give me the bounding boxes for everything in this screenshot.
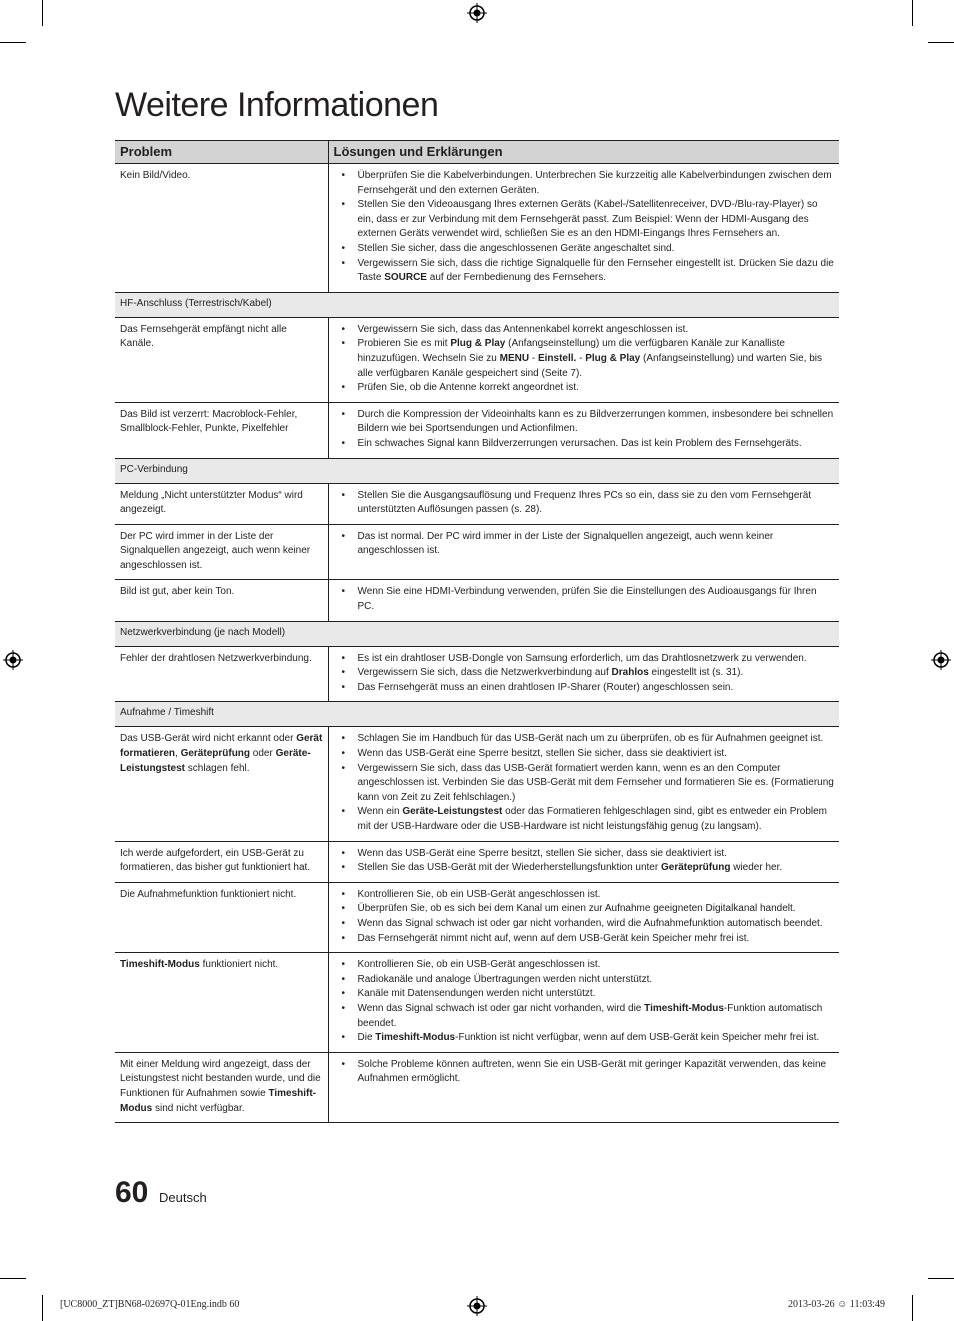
solution-text-bold: Geräte-Leistungstest — [402, 806, 503, 818]
solution-item — [334, 666, 835, 681]
solution-text: Überprüfen Sie, ob es sich bei dem Kanal um einen zur Aufnahme geeigneten Digitalkanal handelt. — [357, 903, 796, 915]
problem-text: Der PC wird immer in der Liste der Signalquellen angezeigt, auch wenn keiner angeschlossen ist. — [120, 530, 311, 571]
registration-mark-icon — [467, 1296, 487, 1316]
solution-cell — [328, 524, 839, 580]
solution-list — [334, 408, 835, 452]
problem-cell — [115, 483, 328, 524]
solution-list — [334, 847, 835, 876]
solution-item — [334, 169, 835, 198]
problem-text-bold: Geräteprüfung — [180, 748, 251, 760]
solution-item — [334, 987, 835, 1002]
crop-mark — [912, 0, 913, 26]
solution-item — [334, 257, 835, 286]
problem-cell — [115, 1052, 328, 1122]
solution-text: Stellen Sie das USB-Gerät mit der Wiederherstellungsfunktion unter — [357, 862, 661, 874]
crop-mark — [0, 42, 26, 43]
problem-text: Fehler der drahtlosen Netzwerkverbindung. — [120, 652, 312, 664]
solution-item — [334, 1002, 835, 1031]
problem-text: , — [175, 748, 181, 760]
solution-text-bold: MENU — [499, 352, 530, 364]
table-row — [115, 882, 839, 952]
solution-cell — [328, 646, 839, 702]
solution-item — [334, 861, 835, 876]
problem-text: sind nicht verfügbar. — [152, 1102, 245, 1114]
solution-text: -Funktion automatisch beendet. — [357, 1002, 823, 1029]
solution-cell — [328, 483, 839, 524]
solution-item — [334, 902, 835, 917]
problem-text: Das Bild ist verzerrt: Macroblock-Fehler, Smallblock-Fehler, Punkte, Pixelfehler — [120, 408, 298, 435]
solution-text: Das Fernsehgerät nimmt nicht auf, wenn auf dem USB-Gerät kein Speicher mehr frei ist. — [357, 932, 750, 944]
print-file-info: [UC8000_ZT]BN68-02697Q-01Eng.indb 60 — [60, 1299, 240, 1310]
problem-cell — [115, 953, 328, 1053]
problem-text-bold: Geräte-Leistungstest — [120, 748, 311, 774]
solution-item — [334, 888, 835, 903]
solution-cell — [328, 953, 839, 1053]
problem-text: Die Aufnahmefunktion funktioniert nicht. — [120, 888, 297, 900]
section-row — [115, 458, 839, 483]
solution-item — [334, 747, 835, 762]
solution-item — [334, 408, 835, 437]
solution-text: Wenn ein — [357, 806, 403, 818]
solution-cell — [328, 1052, 839, 1122]
solution-item — [334, 762, 835, 806]
page-number: 60 — [115, 1176, 149, 1209]
table-row — [115, 402, 839, 458]
solution-item — [334, 958, 835, 973]
table-row — [115, 841, 839, 882]
solution-item — [334, 681, 835, 696]
solution-text: Wenn das Signal schwach ist oder gar nicht vorhanden, wird die — [357, 1002, 645, 1014]
registration-mark-icon — [467, 3, 487, 23]
solution-text: Durch die Kompression der Videoinhalts kann es zu Bildverzerrungen kommen, insbesondere bei schnellen Bildern wie bei Sportsendungen und Actionfilmen. — [357, 408, 834, 435]
table-body — [115, 164, 839, 1123]
problem-text-bold: Timeshift-Modus — [120, 1087, 317, 1114]
section-row — [115, 292, 839, 317]
solution-item — [334, 1031, 835, 1046]
solution-text: Solche Probleme können auftreten, wenn Sie ein USB-Gerät mit geringer Kapazität verwenden, das keine Aufnahmen ermöglicht. — [357, 1058, 827, 1085]
solution-text: Vergewissern Sie sich, dass das USB-Gerät formatiert werden kann, wenn es an den Computer angeschlossen ist. Verbinden Sie das USB-Gerät mit dem Fernseher und formatieren Sie es. (Formatierung kann von Zeit zu Zeit fehlschlagen.) — [357, 762, 834, 803]
solution-item — [334, 381, 835, 396]
section-row — [115, 702, 839, 727]
troubleshooting-table — [115, 140, 839, 1123]
solution-text: Ein schwaches Signal kann Bildverzerrungen verursachen. Das ist kein Problem des Fernsehgeräts. — [357, 437, 802, 449]
table-row — [115, 646, 839, 702]
solution-text: wieder her. — [730, 862, 783, 874]
solution-item — [334, 242, 835, 257]
column-header-solutions: Lösungen und Erklärungen — [328, 141, 839, 164]
problem-text: schlagen fehl. — [185, 762, 250, 774]
page-title: Weitere Informationen — [115, 86, 439, 124]
solution-text: Das ist normal. Der PC wird immer in der Liste der Signalquellen angezeigt, auch wenn keiner angeschlossen ist. — [357, 530, 774, 557]
solution-text: Kanäle mit Datensendungen werden nicht unterstützt. — [357, 988, 596, 1000]
crop-mark — [42, 1295, 43, 1321]
solution-text: Überprüfen Sie die Kabelverbindungen. Unterbrechen Sie kurzzeitig alle Kabelverbindungen zwischen dem Fernsehgerät und den externen Geräten. — [357, 170, 832, 196]
solution-text: Es ist ein drahtloser USB-Dongle von Samsung erforderlich, um das Drahtlosnetzwerk zu verwenden. — [357, 652, 807, 664]
solution-text: Wenn Sie eine HDMI-Verbindung verwenden, prüfen Sie die Einstellungen des Audioausgangs für Ihren PC. — [357, 586, 817, 613]
solution-text: Wenn das Signal schwach ist oder gar nicht vorhanden, wird die Aufnahmefunktion automatisch beendet. — [357, 917, 823, 929]
solution-cell — [328, 164, 839, 293]
solution-text: Stellen Sie die Ausgangsauflösung und Frequenz Ihres PCs so ein, dass sie zu den vom Fernsehgerät unterstützten Auflösungen passen (s. 28). — [357, 489, 812, 516]
problem-text: Das Fernsehgerät empfängt nicht alle Kanäle. — [120, 323, 287, 350]
solution-text: oder das Formatieren fehlgeschlagen sind, gibt es entweder ein Problem mit der USB-Hardware oder die USB-Hardware ist nicht leistungsfähig genug (zu langsam). — [357, 806, 828, 832]
table-row — [115, 317, 839, 402]
solution-item — [334, 437, 835, 452]
solution-list — [334, 489, 835, 518]
table-row — [115, 524, 839, 580]
solution-text: (Anfangseinstellung) und warten Sie, bis alle verfügbaren Kanäle gespeichert sind (Seite 7). — [357, 352, 823, 379]
solution-item — [334, 917, 835, 932]
solution-text: Die — [357, 1032, 376, 1044]
solution-text-bold: Geräteprüfung — [660, 862, 731, 874]
crop-mark — [928, 1278, 954, 1279]
solution-item — [334, 323, 835, 338]
solution-item — [334, 530, 835, 559]
problem-cell — [115, 841, 328, 882]
problem-cell — [115, 882, 328, 952]
solution-text: Stellen Sie sicher, dass die angeschlossenen Geräte angeschaltet sind. — [357, 242, 675, 254]
solution-text-bold: Plug & Play — [450, 338, 506, 350]
solution-text: Vergewissern Sie sich, dass das Antennenkabel korrekt angeschlossen ist. — [357, 323, 689, 335]
problem-cell — [115, 317, 328, 402]
solution-item — [334, 847, 835, 862]
problem-text-bold: Timeshift-Modus — [120, 959, 200, 971]
solution-text-bold: Timeshift-Modus — [644, 1002, 724, 1014]
solution-text-bold: Plug & Play — [585, 352, 641, 364]
solution-list — [334, 169, 835, 286]
solution-text: Wenn das USB-Gerät eine Sperre besitzt, stellen Sie sicher, dass sie deaktiviert ist. — [357, 847, 727, 859]
table-row — [115, 580, 839, 621]
solution-item — [334, 337, 835, 381]
solution-list — [334, 958, 835, 1046]
solution-text: Radiokanäle und analoge Übertragungen werden nicht unterstützt. — [357, 973, 653, 985]
solution-text: Stellen Sie den Videoausgang Ihres externen Geräts (Kabel-/Satellitenreceiver, DVD-/Blu-ray-Player) so ein, dass er zur Verbindung mit dem Fernsehgerät passt. Zum Beispiel: Wenn der HDMI-Ausgang des externen Geräts verwendet wird, schließen Sie es an den HDMI-Eingangs Ihres Fernsehers an. — [357, 199, 818, 240]
crop-mark — [0, 1278, 26, 1279]
solution-text: Das Fernsehgerät muss an einen drahtlosen IP-Sharer (Router) angeschlossen sein. — [357, 681, 734, 693]
solution-text: Kontrollieren Sie, ob ein USB-Gerät angeschlossen ist. — [357, 888, 601, 900]
table-row — [115, 727, 839, 841]
solution-text: eingestellt ist (s. 31). — [648, 667, 744, 679]
solution-text: Prüfen Sie, ob die Antenne korrekt angeordnet ist. — [357, 382, 579, 394]
page-language: Deutsch — [159, 1190, 207, 1205]
solution-text: auf der Fernbedienung des Fernsehers. — [426, 272, 606, 284]
solution-list — [334, 888, 835, 946]
problem-cell — [115, 164, 328, 293]
table-row — [115, 164, 839, 293]
solution-list — [334, 1058, 835, 1087]
registration-mark-icon — [3, 650, 23, 670]
solution-text-bold: Einstell. — [537, 352, 577, 364]
solution-text: - — [529, 352, 538, 364]
crop-mark — [912, 1295, 913, 1321]
solution-cell — [328, 317, 839, 402]
problem-cell — [115, 402, 328, 458]
solution-item — [334, 198, 835, 242]
solution-list — [334, 585, 835, 614]
registration-mark-icon — [931, 650, 951, 670]
solution-item — [334, 1058, 835, 1087]
solution-text: Schlagen Sie im Handbuch für das USB-Gerät nach um zu überprüfen, ob es für Aufnahmen geeignet ist. — [357, 733, 824, 745]
section-row — [115, 621, 839, 646]
solution-list — [334, 652, 835, 696]
solution-list — [334, 323, 835, 396]
print-timestamp: 2013-03-26 ☺ 11:03:49 — [788, 1299, 886, 1310]
solution-item — [334, 652, 835, 667]
problem-text-bold: Gerät formatieren — [120, 733, 323, 760]
problem-cell — [115, 524, 328, 580]
solution-cell — [328, 727, 839, 841]
solution-text-bold: Timeshift-Modus — [375, 1032, 456, 1044]
solution-cell — [328, 580, 839, 621]
table-row — [115, 1052, 839, 1122]
solution-cell — [328, 882, 839, 952]
solution-text: Probieren Sie es mit — [357, 338, 451, 350]
problem-text: Ich werde aufgefordert, ein USB-Gerät zu formatieren, das bisher gut funktioniert hat. — [120, 847, 311, 874]
solution-list — [334, 530, 835, 559]
crop-mark — [42, 0, 43, 26]
solution-text-bold: SOURCE — [384, 272, 427, 284]
solution-item — [334, 973, 835, 988]
crop-mark — [928, 42, 954, 43]
problem-text: Kein Bild/Video. — [120, 170, 191, 181]
solution-text: Vergewissern Sie sich, dass die Netzwerkverbindung auf — [357, 667, 612, 679]
section-title: HF-Anschluss (Terrestrisch/Kabel) — [115, 292, 839, 317]
table-row — [115, 483, 839, 524]
problem-text: Mit einer Meldung wird angezeigt, dass der Leistungstest nicht bestanden wurde, und die Funktionen für Aufnahmen sowie — [120, 1058, 321, 1099]
problem-text: Bild ist gut, aber kein Ton. — [120, 586, 235, 598]
section-title: Netzwerkverbindung (je nach Modell) — [115, 621, 839, 646]
problem-text: Das USB-Gerät wird nicht erkannt oder — [120, 733, 297, 745]
solution-text-bold: Drahlos — [611, 667, 649, 679]
solution-item — [334, 805, 835, 834]
solution-item — [334, 732, 835, 747]
problem-cell — [115, 727, 328, 841]
problem-cell — [115, 580, 328, 621]
problem-cell — [115, 646, 328, 702]
solution-text: (Anfangseinstellung) um die verfügbaren Kanäle zur Kanalliste hinzuzufügen. Wechseln Sie zu — [357, 338, 785, 364]
problem-text: Meldung „Nicht unterstützter Modus“ wird angezeigt. — [120, 489, 303, 516]
solution-cell — [328, 841, 839, 882]
problem-text: funktioniert nicht. — [199, 959, 279, 971]
solution-cell — [328, 402, 839, 458]
solution-item — [334, 585, 835, 614]
solution-text: Kontrollieren Sie, ob ein USB-Gerät angeschlossen ist. — [357, 959, 601, 971]
solution-item — [334, 489, 835, 518]
solution-item — [334, 932, 835, 947]
solution-text: Wenn das USB-Gerät eine Sperre besitzt, stellen Sie sicher, dass sie deaktiviert ist. — [357, 748, 727, 760]
solution-text: -Funktion ist nicht verfügbar, wenn auf dem USB-Gerät kein Speicher mehr frei ist. — [455, 1032, 820, 1044]
solution-list — [334, 732, 835, 834]
solution-text: Vergewissern Sie sich, dass die richtige Signalquelle für den Fernseher eingestellt ist. Drücken Sie dazu die Taste — [357, 257, 834, 284]
table-header — [115, 141, 839, 164]
section-title: PC-Verbindung — [115, 458, 839, 483]
section-title: Aufnahme / Timeshift — [115, 702, 839, 727]
solution-text: - — [576, 352, 586, 364]
problem-text: oder — [250, 748, 276, 760]
table-row — [115, 953, 839, 1053]
column-header-problem: Problem — [115, 141, 328, 164]
